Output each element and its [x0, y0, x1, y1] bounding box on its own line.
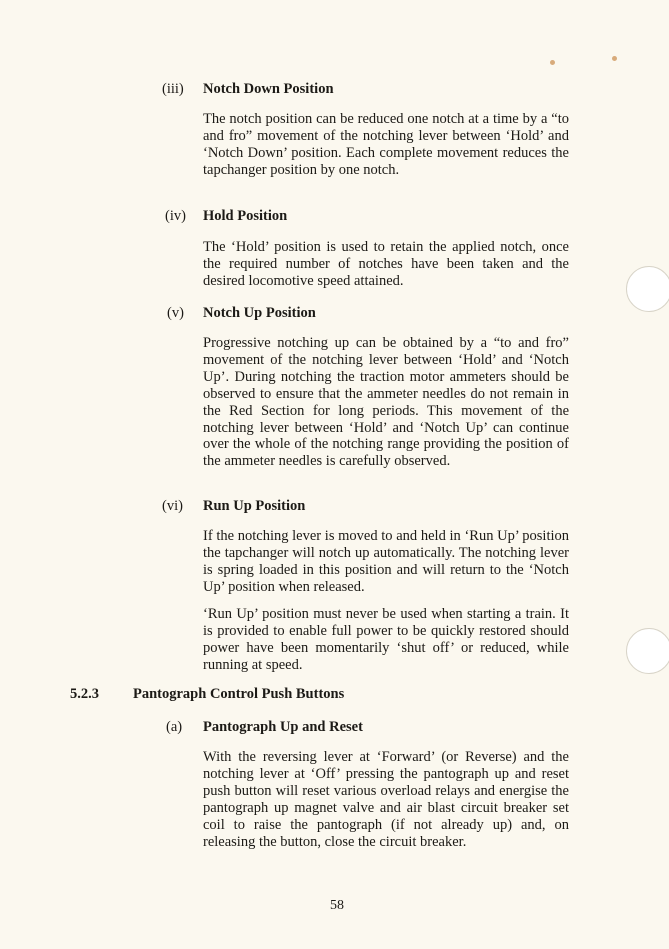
item-paragraph: With the reversing lever at ‘Forward’ (or Reverse) and the notching lever at ‘Off’ pressing the pantograph up and reset push button will reset various overload relays and energise the pantograph up magnet valve and air blast circuit breaker set coil to raise the pantograph (if not already up) and, on releasing the button, close the circuit breaker.	[203, 749, 569, 850]
stain-mark	[612, 56, 617, 61]
item-number: (a)	[166, 719, 183, 735]
section-paragraph: Progressive notching up can be obtained by a “to and fro” movement of the notching lever between ‘Hold’ and ‘Notch Up’. During notching the traction motor ammeters should be observed to ensure that the ammeter needles do not remain in the Red Section for long periods. This movement of the notching lever between ‘Hold’ and ‘Notch Up’ can continue over the whole of the notching range providing the position of the ammeter needles is carefully observed.	[203, 335, 569, 470]
section-number: (iii)	[162, 81, 184, 97]
item-heading: Pantograph Up and Reset	[203, 719, 363, 735]
section-number: (v)	[167, 305, 184, 321]
stain-mark	[550, 60, 555, 65]
section-number: (vi)	[162, 498, 183, 514]
section-heading: Hold Position	[203, 208, 288, 224]
section-paragraph: ‘Run Up’ position must never be used when starting a train. It is provided to enable full power to be quickly restored should power have been momentarily ‘shut off’ or reduced, while running at speed.	[203, 606, 569, 673]
section-paragraph: If the notching lever is moved to and held in ‘Run Up’ position the tapchanger will notch up automatically. The notching lever is spring loaded in this position and will return to the ‘Notch Up’ position when released.	[203, 528, 569, 595]
section-heading: Notch Down Position	[203, 81, 334, 97]
section-number: (iv)	[165, 208, 186, 224]
section-paragraph: The ‘Hold’ position is used to retain the applied notch, once the required number of notches have been taken and the desired locomotive speed attained.	[203, 239, 569, 289]
punch-hole-bottom	[626, 628, 669, 674]
section-heading: Run Up Position	[203, 498, 306, 514]
section-paragraph: The notch position can be reduced one notch at a time by a “to and fro” movement of the notching lever between ‘Hold’ and ‘Notch Down’ position. Each complete movement reduces the tapchanger position by one notch.	[203, 111, 569, 178]
section-heading: Notch Up Position	[203, 305, 316, 321]
page-number: 58	[330, 898, 344, 913]
subsection-number: 5.2.3	[70, 686, 99, 702]
punch-hole-top	[626, 266, 669, 312]
subsection-title: Pantograph Control Push Buttons	[133, 686, 345, 702]
